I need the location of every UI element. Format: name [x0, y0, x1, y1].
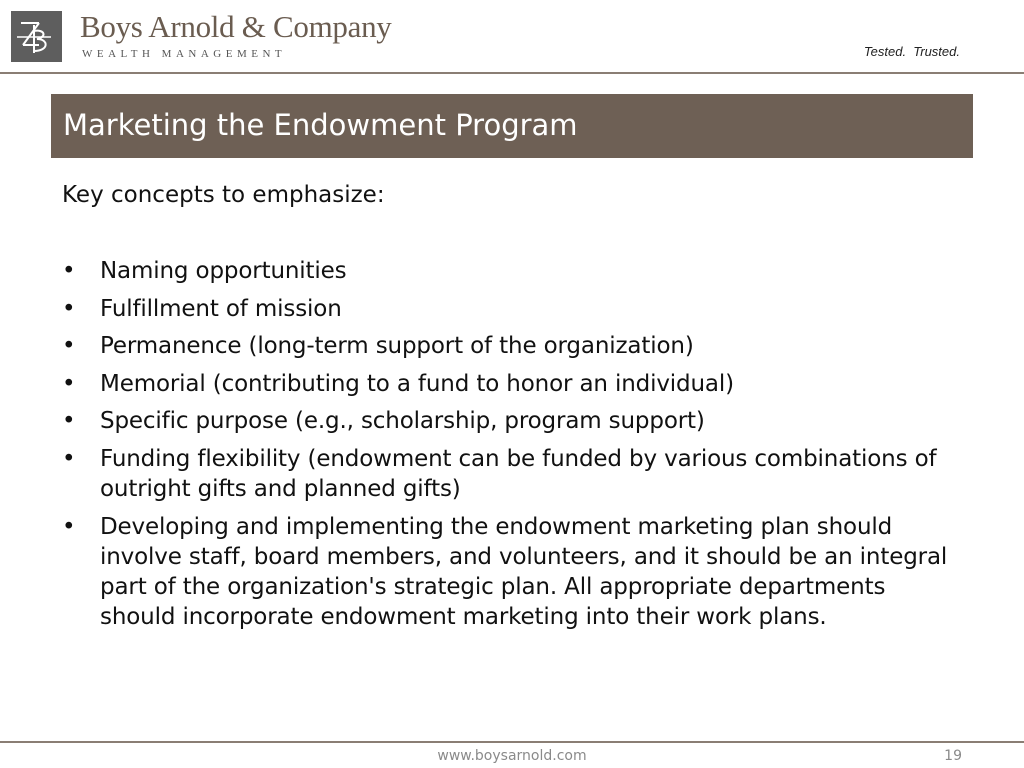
bullet-dot: •: [62, 408, 76, 435]
header-divider: [0, 72, 1024, 74]
bullet-text: Memorial (contributing to a fund to honor an individual): [100, 370, 734, 397]
title-bar: [51, 94, 973, 158]
bullet-text: Developing and implementing the endowment marketing plan should involve staff, board members, and volunteers, and it should be an integral part of the organization's strategic plan. All appropriate departments should incorporate endowment marketing into their work plans.: [100, 513, 948, 630]
bullet-text: Naming opportunities: [100, 258, 347, 284]
tagline: Tested. Trusted.: [863, 44, 960, 59]
bullet-item: [62, 512, 962, 632]
bullet-dot: •: [62, 370, 76, 397]
footer-url: www.boysarnold.com: [437, 748, 587, 764]
bullet-item: [62, 444, 962, 504]
footer-divider: [0, 741, 1024, 743]
bullet-dot: •: [62, 258, 76, 284]
brand-name: Boys Arnold & Company: [80, 9, 392, 44]
bullet-item: [62, 294, 962, 324]
bullet-dot: •: [62, 295, 76, 322]
bullet-text: Fulfillment of mission: [100, 295, 342, 322]
bullet-dot: •: [62, 513, 76, 540]
bullet-dot: •: [62, 333, 76, 360]
page-number: 19: [944, 748, 962, 764]
bullet-item: [62, 331, 962, 361]
slide-title: Marketing the Endowment Program: [63, 108, 578, 142]
bullet-text: Funding flexibility (endowment can be funded by various combinations of outright gifts and planned gifts): [100, 445, 937, 502]
bullet-item: [62, 406, 962, 436]
bullet-text: Permanence (long-term support of the organization): [100, 333, 694, 360]
bullet-list: [62, 256, 962, 639]
brand-subtitle: WEALTH MANAGEMENT: [82, 48, 287, 60]
bullet-item: [62, 256, 962, 286]
bullet-dot: •: [62, 445, 76, 472]
bullet-item: [62, 369, 962, 399]
ba-monogram-icon: [11, 11, 62, 62]
intro-text: Key concepts to emphasize:: [62, 182, 385, 208]
bullet-text: Specific purpose (e.g., scholarship, program support): [100, 408, 705, 435]
